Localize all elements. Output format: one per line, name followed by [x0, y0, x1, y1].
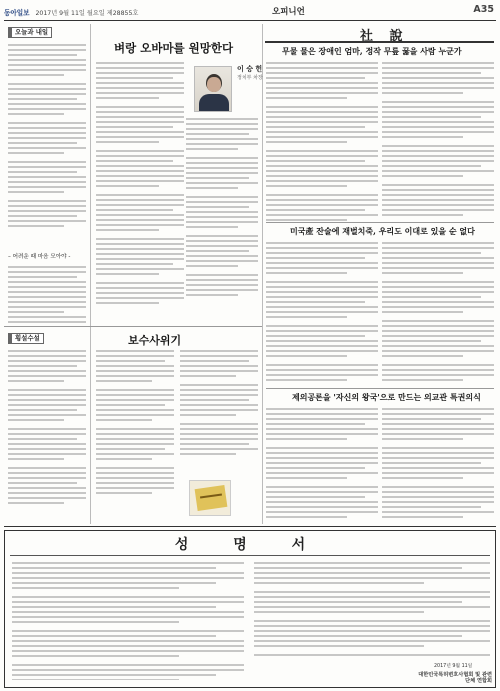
photo-face [207, 77, 221, 92]
paper-name: 동아일보 [4, 9, 30, 17]
statement-body-text [12, 562, 244, 680]
column-body-text [96, 350, 174, 522]
photo-body [199, 94, 229, 112]
column-tag-today-tomorrow: 오늘과 내일 [8, 27, 52, 38]
editorial-divider [266, 222, 494, 223]
editorial-body-text [382, 62, 494, 222]
page-number: A35 [473, 4, 494, 15]
statement-date: 2017년 9월 11일 [434, 664, 473, 669]
column-rule [262, 24, 263, 524]
editorial-headline-2: 미국產 잔술에 재벌치죽, 우리도 이대로 있을 순 없다 [290, 226, 475, 236]
author-name: 이 승 헌 [237, 65, 263, 73]
section-divider [4, 326, 262, 327]
section-name: 오피니언 [272, 7, 305, 17]
author-photo [194, 66, 232, 112]
editorial-body-text [266, 62, 378, 222]
column-body-text [186, 118, 258, 324]
column-headline: 벼랑 오바마를 원망한다 [114, 41, 234, 55]
editorial-title: 社 說 [360, 29, 409, 44]
column-body-text [96, 62, 184, 326]
statement-rule [10, 555, 490, 556]
editorial-body-text [266, 408, 378, 524]
column-body-text [180, 350, 258, 476]
editorial-body-text [382, 242, 494, 388]
editorial-rule [265, 41, 494, 43]
masthead [4, 3, 496, 21]
author-title: 정치부 차장 [237, 75, 263, 81]
column-body-text [8, 350, 86, 522]
column-rule [90, 24, 91, 524]
editorial-body-text [266, 242, 378, 388]
masthead-left [4, 7, 138, 17]
statement-body-text [254, 562, 490, 658]
statement-signatory [416, 672, 492, 684]
column-body-text [8, 44, 86, 249]
statement-divider [4, 526, 496, 527]
editorial-divider [266, 388, 494, 389]
editorial-headline-1: 무물 물은 장애인 엄마, 정작 무릎 꿇을 사람 누군가 [282, 46, 462, 56]
column-tag-hoengseol: 횡설수설 [8, 333, 44, 344]
editorial-body-text [382, 408, 494, 524]
editorial-headline-3: 제의공론을 '자신의 왕국'으로 만드는 의교관 특권의식 [292, 392, 481, 402]
editorial-illustration [189, 480, 231, 516]
mid-bottom-headline: 보수사위기 [128, 334, 182, 347]
issue-line: 2017년 9월 11일 월요일 제28855호 [35, 10, 139, 17]
column-closing-line: – 어려운 때 마음 모아야 - [8, 254, 71, 260]
signatory-name: 대한민국특허변호사협회 및 관련단체 연합회 [418, 672, 492, 684]
column-body-text [8, 266, 86, 324]
statement-title: 성 명 서 [174, 537, 326, 553]
